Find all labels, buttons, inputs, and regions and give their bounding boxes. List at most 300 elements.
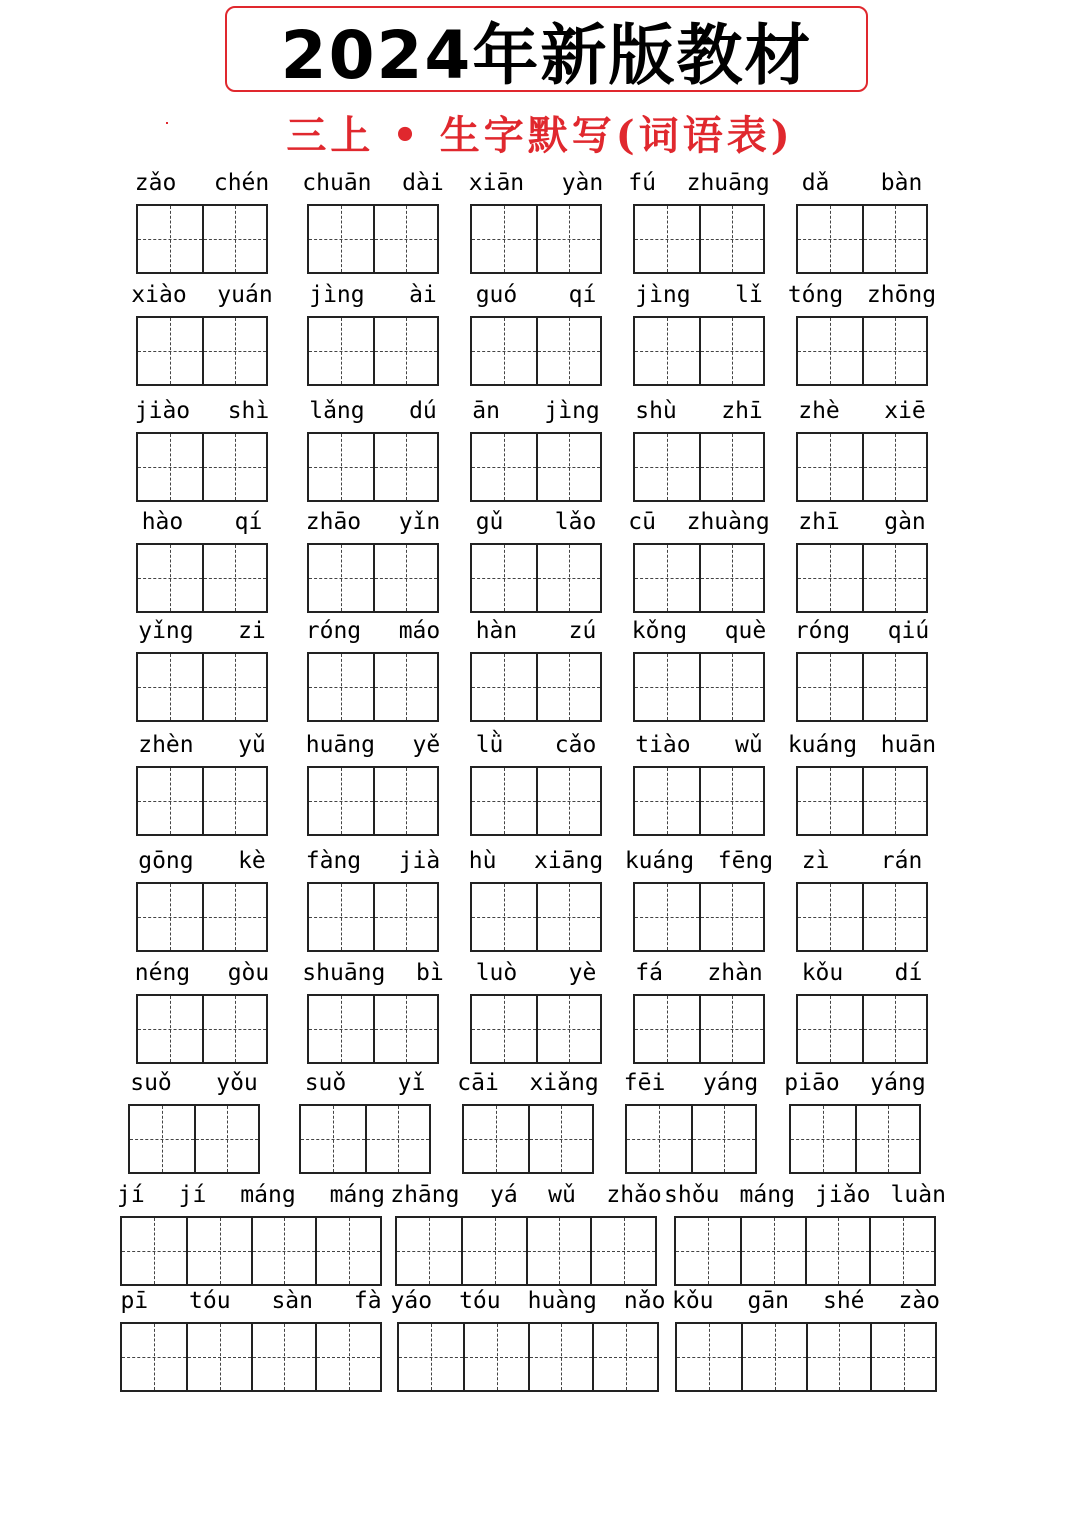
pinyin-label [605, 1068, 777, 1098]
writing-box-group [796, 652, 928, 722]
tianzige-box[interactable] [528, 1324, 593, 1390]
word-item [633, 616, 765, 722]
writing-box-group [796, 432, 928, 502]
pinyin-label [116, 846, 288, 876]
tianzige-box[interactable] [699, 654, 763, 720]
tianzige-box[interactable] [122, 1218, 186, 1284]
writing-box-group [633, 652, 765, 722]
pinyin-label [116, 396, 288, 426]
word-item [457, 1068, 599, 1174]
pinyin-label [613, 616, 785, 646]
tianzige-box[interactable] [472, 768, 536, 834]
pinyin-syllable: dài [402, 170, 444, 196]
tianzige-box[interactable] [138, 434, 202, 500]
tianzige-box[interactable] [798, 884, 862, 950]
pinyin-syllable: jiào [134, 398, 191, 424]
pinyin-syllable: bàn [880, 170, 923, 196]
word-item [136, 168, 268, 274]
tianzige-box[interactable] [365, 1106, 429, 1172]
tianzige-box[interactable] [399, 1324, 463, 1390]
tianzige-box[interactable] [373, 545, 437, 611]
word-item [633, 730, 765, 836]
tianzige-box[interactable] [635, 545, 699, 611]
pinyin-syllable: zhè [798, 398, 840, 424]
tianzige-box[interactable] [130, 1106, 194, 1172]
tianzige-box[interactable] [536, 318, 600, 384]
tianzige-box[interactable] [526, 1218, 591, 1284]
tianzige-box[interactable] [472, 318, 536, 384]
pinyin-syllable: shì [227, 398, 270, 424]
tianzige-box[interactable] [138, 768, 202, 834]
pinyin-label [116, 507, 288, 537]
word-item [120, 1286, 382, 1392]
tianzige-box[interactable] [798, 206, 862, 272]
tianzige-box[interactable] [699, 545, 763, 611]
pinyin-label [442, 1068, 614, 1098]
tianzige-box[interactable] [862, 996, 926, 1062]
tianzige-box[interactable] [309, 206, 373, 272]
word-item [307, 396, 439, 502]
tianzige-box[interactable] [472, 884, 536, 950]
tianzige-box[interactable] [202, 206, 266, 272]
writing-box-group [796, 994, 928, 1064]
word-item [633, 958, 765, 1064]
writing-box-group [128, 1104, 260, 1174]
pinyin-syllable: yǐn [398, 509, 441, 535]
tianzige-box[interactable] [536, 434, 600, 500]
tianzige-box[interactable] [862, 318, 926, 384]
pinyin-label [654, 1180, 956, 1210]
word-item [302, 958, 444, 1064]
word-item [390, 1286, 666, 1392]
word-item [624, 846, 774, 952]
writing-box-group [120, 1322, 382, 1392]
writing-box-group [470, 204, 602, 274]
tianzige-box[interactable] [869, 1218, 934, 1284]
pinyin-syllable: dí [894, 960, 923, 986]
tianzige-box[interactable] [862, 884, 926, 950]
pinyin-label [450, 507, 622, 537]
pinyin-syllable: tóu [189, 1288, 231, 1314]
pinyin-syllable: hào [141, 509, 184, 535]
tianzige-box[interactable] [862, 654, 926, 720]
pinyin-syllable: cū [628, 509, 656, 535]
pinyin-label [287, 958, 459, 988]
pinyin-syllable: fú [628, 170, 656, 196]
tianzige-box[interactable] [373, 206, 437, 272]
tianzige-box[interactable] [373, 768, 437, 834]
writing-box-group [136, 766, 268, 836]
tianzige-box[interactable] [635, 768, 699, 834]
word-item [633, 396, 765, 502]
pinyin-syllable: máo [398, 618, 441, 644]
pinyin-label [375, 1180, 677, 1210]
pinyin-syllable: jìng [309, 282, 365, 308]
tianzige-box[interactable] [536, 996, 600, 1062]
pinyin-syllable: cǎo [554, 732, 597, 758]
tianzige-box[interactable] [472, 434, 536, 500]
tianzige-box[interactable] [309, 318, 373, 384]
tianzige-box[interactable] [870, 1324, 935, 1390]
pinyin-syllable: xiān [468, 170, 525, 196]
pinyin-syllable: tiào [635, 732, 691, 758]
tianzige-box[interactable] [805, 1218, 870, 1284]
word-item [307, 280, 439, 386]
pinyin-syllable: jí [178, 1182, 207, 1208]
tianzige-box[interactable] [373, 654, 437, 720]
pinyin-syllable: jìng [544, 398, 600, 424]
tianzige-box[interactable] [194, 1106, 258, 1172]
pinyin-label [450, 616, 622, 646]
pinyin-syllable: gān [747, 1288, 790, 1314]
pinyin-syllable: shǒu [664, 1182, 720, 1208]
pinyin-label [287, 730, 459, 760]
word-item [796, 396, 928, 502]
pinyin-syllable: xiāng [533, 848, 604, 874]
pinyin-syllable: zhī [721, 398, 763, 424]
pinyin-label [450, 280, 622, 310]
word-item [628, 168, 770, 274]
word-item [136, 730, 268, 836]
pinyin-syllable: luò [475, 960, 518, 986]
pinyin-syllable: pī [120, 1288, 149, 1314]
pinyin-syllable: huān [880, 732, 937, 758]
tianzige-box[interactable] [741, 1324, 806, 1390]
writing-box-group [796, 204, 928, 274]
pinyin-syllable: suǒ [304, 1070, 347, 1096]
tianzige-box[interactable] [536, 654, 600, 720]
tianzige-box[interactable] [791, 1106, 855, 1172]
pinyin-syllable: zào [898, 1288, 941, 1314]
writing-box-group [395, 1216, 657, 1286]
tianzige-box[interactable] [461, 1218, 526, 1284]
word-item [633, 280, 765, 386]
pinyin-syllable: lǜ [475, 732, 504, 758]
tianzige-box[interactable] [798, 545, 862, 611]
pinyin-syllable: róng [305, 618, 362, 644]
pinyin-syllable: zhāng [390, 1182, 460, 1208]
tianzige-box[interactable] [536, 545, 600, 611]
pinyin-syllable: yàn [561, 170, 604, 196]
word-item [787, 730, 937, 836]
tianzige-box[interactable] [798, 768, 862, 834]
tianzige-box[interactable] [798, 434, 862, 500]
tianzige-box[interactable] [309, 654, 373, 720]
pinyin-label [613, 730, 785, 760]
pinyin-syllable: yǒu [216, 1070, 258, 1096]
pinyin-syllable: xiē [884, 398, 926, 424]
pinyin-syllable: dǎ [801, 170, 830, 196]
pinyin-syllable: shé [822, 1288, 865, 1314]
pinyin-syllable: lǎo [554, 509, 597, 535]
word-item [307, 616, 439, 722]
pinyin-label [450, 846, 622, 876]
word-item [671, 1286, 941, 1392]
pinyin-syllable: yǔ [238, 732, 266, 758]
pinyin-syllable: jià [398, 848, 441, 874]
tianzige-box[interactable] [536, 206, 600, 272]
tianzige-box[interactable] [122, 1324, 186, 1390]
writing-box-group [307, 543, 439, 613]
pinyin-syllable: zú [568, 618, 597, 644]
pinyin-syllable: rán [880, 848, 923, 874]
writing-box-group [470, 882, 602, 952]
pinyin-syllable: zì [801, 848, 830, 874]
writing-box-group [462, 1104, 594, 1174]
pinyin-label [116, 616, 288, 646]
tianzige-box[interactable] [309, 996, 373, 1062]
pinyin-syllable: jìng [635, 282, 691, 308]
pinyin-label [450, 396, 622, 426]
writing-box-group [470, 652, 602, 722]
tianzige-box[interactable] [251, 1324, 316, 1390]
tianzige-box[interactable] [309, 768, 373, 834]
pinyin-syllable: gàn [884, 509, 926, 535]
tianzige-box[interactable] [798, 996, 862, 1062]
pinyin-syllable: jiǎo [815, 1182, 871, 1208]
tianzige-box[interactable] [592, 1324, 657, 1390]
tianzige-box[interactable] [301, 1106, 365, 1172]
pinyin-label [776, 396, 948, 426]
tianzige-box[interactable] [627, 1106, 691, 1172]
word-item [470, 168, 602, 274]
tianzige-box[interactable] [536, 768, 600, 834]
pinyin-syllable: yǐng [138, 618, 194, 644]
writing-box-group [470, 543, 602, 613]
pinyin-label [776, 958, 948, 988]
title-banner [225, 6, 868, 92]
writing-box-group [299, 1104, 431, 1174]
pinyin-label [450, 958, 622, 988]
pinyin-syllable: fēi [623, 1070, 666, 1096]
writing-box-group [470, 766, 602, 836]
writing-box-group [470, 432, 602, 502]
writing-box-group [633, 882, 765, 952]
pinyin-syllable: gōng [138, 848, 194, 874]
tianzige-box[interactable] [676, 1218, 740, 1284]
tianzige-box[interactable] [528, 1106, 592, 1172]
tianzige-box[interactable] [472, 206, 536, 272]
word-item [796, 168, 928, 274]
writing-box-group [675, 1322, 937, 1392]
pinyin-label [287, 846, 459, 876]
writing-box-group [307, 994, 439, 1064]
pinyin-syllable: zhàn [707, 960, 763, 986]
tianzige-box[interactable] [862, 768, 926, 834]
tianzige-box[interactable] [691, 1106, 755, 1172]
pinyin-syllable: xiǎng [529, 1070, 599, 1096]
tianzige-box[interactable] [138, 206, 202, 272]
writing-box-group [136, 432, 268, 502]
tianzige-box[interactable] [202, 768, 266, 834]
word-item [136, 396, 268, 502]
tianzige-box[interactable] [186, 1218, 251, 1284]
word-item [470, 507, 602, 613]
tianzige-box[interactable] [186, 1324, 251, 1390]
page-subtitle: 三上 • 生字默写(词语表) [286, 112, 794, 159]
pinyin-syllable: cāi [457, 1070, 499, 1096]
tianzige-box[interactable] [309, 545, 373, 611]
pinyin-syllable: yáo [390, 1288, 433, 1314]
pinyin-syllable: zǎo [134, 170, 177, 196]
word-item [470, 958, 602, 1064]
writing-box-group [307, 882, 439, 952]
pinyin-syllable: kuáng [624, 848, 695, 874]
tianzige-box[interactable] [315, 1324, 380, 1390]
writing-box-group [136, 994, 268, 1064]
tianzige-box[interactable] [309, 434, 373, 500]
pinyin-syllable: yuán [217, 282, 273, 308]
tianzige-box[interactable] [315, 1218, 380, 1284]
pinyin-syllable: néng [134, 960, 191, 986]
tianzige-box[interactable] [635, 206, 699, 272]
tianzige-box[interactable] [138, 545, 202, 611]
pinyin-syllable: zhuāng [686, 170, 770, 196]
tianzige-box[interactable] [202, 884, 266, 950]
pinyin-label [655, 1286, 957, 1316]
pinyin-syllable: qí [234, 509, 263, 535]
tianzige-box[interactable] [862, 434, 926, 500]
tianzige-box[interactable] [635, 318, 699, 384]
tianzige-box[interactable] [699, 884, 763, 950]
pinyin-label [287, 396, 459, 426]
tianzige-box[interactable] [699, 318, 763, 384]
word-item [470, 616, 602, 722]
pinyin-label [100, 1286, 402, 1316]
pinyin-syllable: tóng [787, 282, 844, 308]
tianzige-box[interactable] [373, 434, 437, 500]
tianzige-box[interactable] [463, 1324, 528, 1390]
tianzige-box[interactable] [202, 996, 266, 1062]
tianzige-box[interactable] [862, 545, 926, 611]
tianzige-box[interactable] [699, 996, 763, 1062]
tianzige-box[interactable] [862, 206, 926, 272]
pinyin-syllable: sàn [271, 1288, 313, 1314]
tianzige-box[interactable] [202, 545, 266, 611]
pinyin-syllable: yǐ [397, 1070, 426, 1096]
writing-box-group [136, 882, 268, 952]
pinyin-syllable: lǐ [735, 282, 763, 308]
pinyin-label [776, 846, 948, 876]
tianzige-box[interactable] [798, 654, 862, 720]
pinyin-syllable: fà [353, 1288, 382, 1314]
tianzige-box[interactable] [590, 1218, 655, 1284]
writing-box-group [796, 543, 928, 613]
pinyin-syllable: hàn [475, 618, 518, 644]
tianzige-box[interactable] [373, 996, 437, 1062]
writing-box-group [136, 316, 268, 386]
pinyin-syllable: kǒu [801, 960, 844, 986]
pinyin-syllable: kǒng [631, 618, 688, 644]
tianzige-box[interactable] [464, 1106, 528, 1172]
tianzige-box[interactable] [138, 996, 202, 1062]
pinyin-label [287, 616, 459, 646]
writing-box-group [796, 882, 928, 952]
tianzige-box[interactable] [472, 996, 536, 1062]
pinyin-syllable: tóu [459, 1288, 501, 1314]
word-item [664, 1180, 946, 1286]
tianzige-box[interactable] [798, 318, 862, 384]
word-item [136, 846, 268, 952]
tianzige-box[interactable] [251, 1218, 316, 1284]
pinyin-label [287, 507, 459, 537]
tianzige-box[interactable] [635, 434, 699, 500]
word-item [796, 616, 928, 722]
pinyin-syllable: lǎng [309, 398, 365, 424]
pinyin-syllable: zhǎo [606, 1182, 662, 1208]
tianzige-box[interactable] [373, 884, 437, 950]
page-title: 2024年新版教材 [280, 16, 813, 94]
tianzige-box[interactable] [397, 1218, 461, 1284]
tianzige-box[interactable] [635, 884, 699, 950]
writing-box-group [307, 316, 439, 386]
writing-box-group [307, 652, 439, 722]
writing-box-group [796, 316, 928, 386]
pinyin-label [116, 730, 288, 760]
pinyin-syllable: zhāo [305, 509, 362, 535]
pinyin-label [377, 1286, 679, 1316]
tianzige-box[interactable] [536, 884, 600, 950]
pinyin-label [279, 1068, 451, 1098]
tianzige-box[interactable] [202, 654, 266, 720]
pinyin-syllable: hù [468, 848, 497, 874]
tianzige-box[interactable] [635, 654, 699, 720]
tianzige-box[interactable] [699, 434, 763, 500]
tianzige-box[interactable] [472, 545, 536, 611]
tianzige-box[interactable] [472, 654, 536, 720]
pinyin-syllable: fá [635, 960, 663, 986]
writing-box-group [307, 204, 439, 274]
tianzige-box[interactable] [699, 768, 763, 834]
pinyin-syllable: yáng [702, 1070, 759, 1096]
word-item [299, 1068, 431, 1174]
tianzige-box[interactable] [138, 654, 202, 720]
tianzige-box[interactable] [855, 1106, 919, 1172]
word-item [136, 958, 268, 1064]
pinyin-syllable: yá [489, 1182, 518, 1208]
pinyin-syllable: zhōng [866, 282, 937, 308]
tianzige-box[interactable] [202, 318, 266, 384]
tianzige-box[interactable] [138, 318, 202, 384]
pinyin-label [116, 280, 288, 310]
tianzige-box[interactable] [806, 1324, 871, 1390]
pinyin-syllable: zhèn [138, 732, 194, 758]
tianzige-box[interactable] [740, 1218, 805, 1284]
writing-box-group [120, 1216, 382, 1286]
pinyin-syllable: máng [329, 1182, 386, 1208]
pinyin-syllable: qiú [887, 618, 930, 644]
writing-box-group [307, 432, 439, 502]
pinyin-label [116, 168, 288, 198]
pinyin-syllable: kè [238, 848, 266, 874]
tianzige-box[interactable] [677, 1324, 741, 1390]
tianzige-box[interactable] [138, 884, 202, 950]
pinyin-syllable: gòu [227, 960, 270, 986]
writing-box-group [470, 316, 602, 386]
tianzige-box[interactable] [202, 434, 266, 500]
word-item [302, 168, 444, 274]
tianzige-box[interactable] [635, 996, 699, 1062]
pinyin-syllable: shuāng [302, 960, 386, 986]
tianzige-box[interactable] [699, 206, 763, 272]
word-item [307, 730, 439, 836]
word-item [136, 507, 268, 613]
tianzige-box[interactable] [373, 318, 437, 384]
word-item [307, 846, 439, 952]
word-item [796, 846, 928, 952]
tianzige-box[interactable] [309, 884, 373, 950]
word-item [796, 958, 928, 1064]
